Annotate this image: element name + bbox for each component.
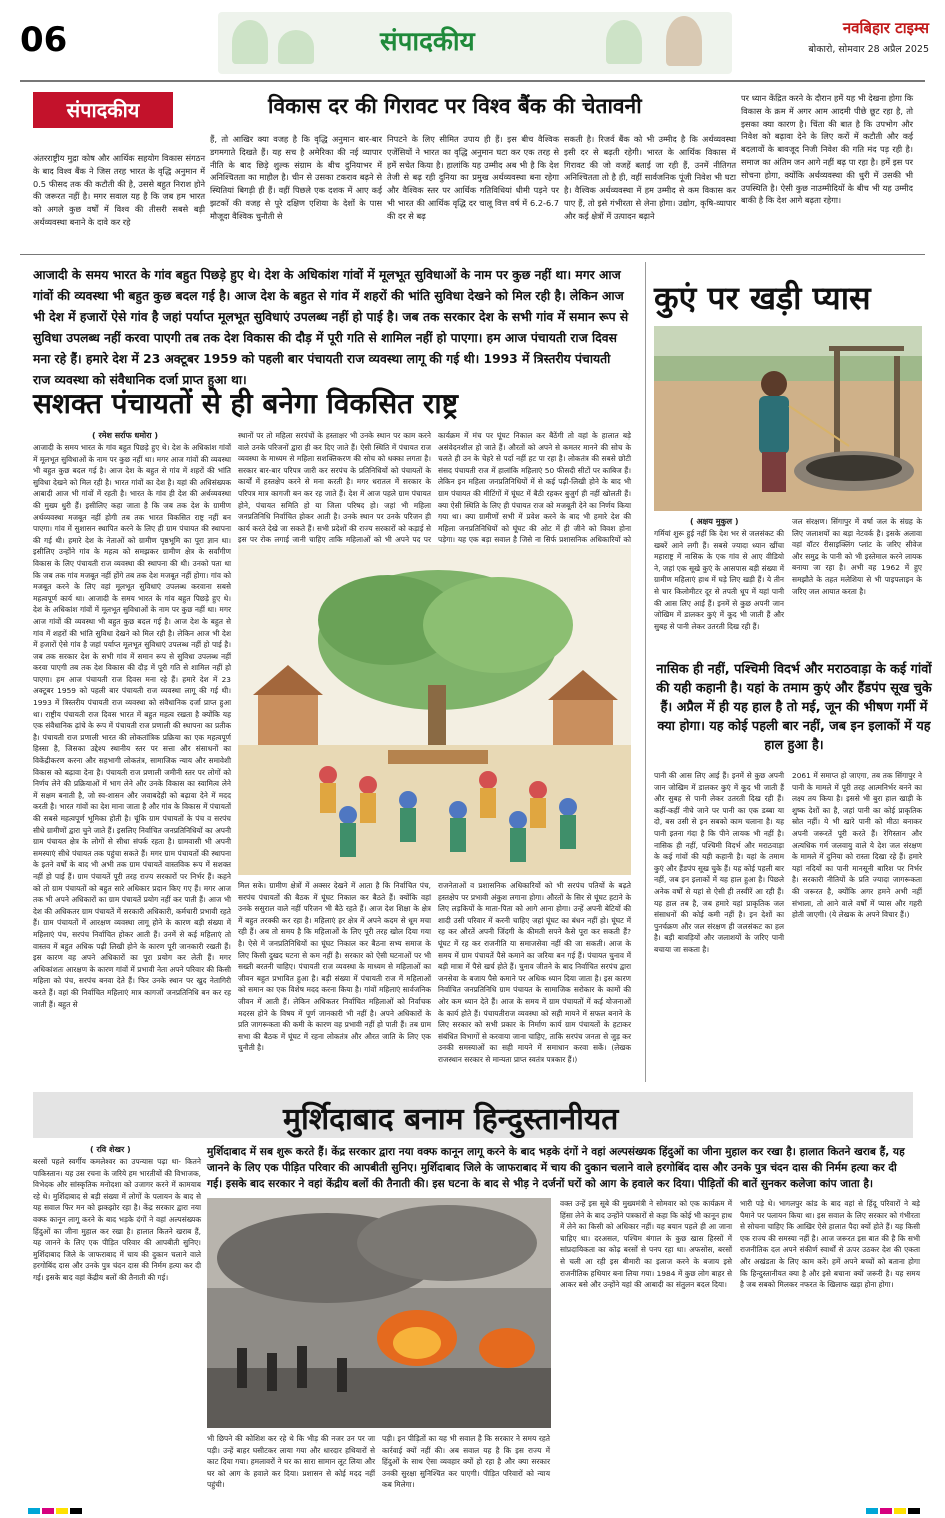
panchayat-column-2a: स्थानों पर तो महिला सरपंचों के हस्ताक्षर भी उनके स्थान पर काम करने वाले उनके परिजनों द्वारा ही कर दिए जाते हैं। ऐसी स्थिति में पंचायत राज व्यवस्था के माध्यम से महिला सशक्तिकरण की सोच को धक्का लगता है। सरकार बार-बार परिपत्र जारी कर सरपंच के प्रतिनिधियों को पंचायतों के कार्यों में हस्तक्षेप करने से मना करती है। मगर धरातल में सरकार के परिपत्र मात्र कागजी बन कर रह जाते हैं। देश में आज पहले ग्राम पंचायत होने, पंचायत समिति हो या जिला परिषद हो। जहां भी महिला जनप्रतिनिधि निर्वाचित होकर आती है। उनके स्थान पर उनके परिजन ही कार्य करते देखे जा सकते हैं। सभी प्रदेशों की राज्य सरकारों को कड़ाई से इस पर रोक लगाई जानी चाहिए ताकि महिलाओं को भी अपने पद पर: [238, 431, 431, 545]
decorative-building-icon: [278, 30, 314, 64]
murshidabad-kicker: मुर्शिदाबाद में सब शुरू करते हैं। केंद्र सरकार द्वारा नया वक्फ कानून लागू करने के बाद भड़के दंगों ने वहां अल्पसंख्यक हिंदुओं का जीना मुहाल कर रखा है। हालात कितने खराब हैं, यह जानने के लिए एक पीड़ित परिवार की आपबीती सुनिए। मुर्शिदाबाद जिले के जाफराबाद में चाय की दुकान चलाने वाले हरगोबिंद दास और उनके पुत्र चंदन दास की निर्मम हत्या कर दी गई। इसके बाद सरकार ने वहां केंद्रीय बलों की तैनाती की। इस घटना के बाद से भीड़ ने दर्जनों घरों को आग के हवाले कर दिया। पीड़ितों की बातें सुनकर कलेजा कांप जाता है।: [207, 1146, 905, 1190]
editorial-tag: संपादकीय: [33, 92, 173, 128]
village-meeting-illustration-icon: [238, 545, 631, 875]
editorial-column-5: पर ध्यान केंद्रित करने के दौरान हमें यह भी देखना होगा कि विकास के क्रम में अगर आम आदमी पीछे छूट रहा है, तो इसका क्या कारण है। चिंता की बात है कि उपभोग और निवेश को बढ़ावा देने के लिए करों में कटौती और कई बदलावों के बावजूद निजी निवेश की गति मंद पड़ रही है। समाज का अंतिम जन आगे नहीं बढ़ पा रहा है। हमें इस पर सोचना होगा, क्योंकि अर्थव्यवस्था की धुरी में उसकी भी उपस्थिति है। ऐसी कुछ नाउम्मीदियों के बीच भी यह उम्मीद बाकी है कि देश आगे बढ़ता रहेगा।: [741, 93, 913, 206]
well-column-2: जल संरक्षण। सिंगापुर में वर्षा जल के संग्रह के लिए जलाशयों का बड़ा नेटवर्क है। इसके अलावा वहां वॉटर रीसाइक्लिंग प्लांट के जरिए सीवेज और समुद्र के पानी को भी इस्तेमाल करने लायक बनाया जा रहा है। अभी वह 1962 में हुए समझौते के तहत मलेशिया से भी पाइपलाइन के जरिए जल आयात करता है।: [792, 517, 922, 596]
well-column-4: 2061 में समाप्त हो जाएगा, तब तक सिंगापुर ने पानी के मामले में पूरी तरह आत्मनिर्भर बनने का लक्ष्य तय किया है। इससे भी बुरा हाल खाड़ी के शुष्क देशों का है, जहां पानी का कोई प्राकृतिक स्रोत नहीं। ये भी खारे पानी को मीठा बनाकर अपनी जरूरतें पूरी करते हैं। रेगिस्तान और अत्यधिक गर्म जलवायु वाले ये देश जल संरक्षण के मामले में दुनिया को रास्ता दिखा रहे हैं। हमारे यहां नदियों का पानी मानसूनी बारिश पर निर्भर है। सरकारी नीतियों के प्रति ज्यादा जागरूकता की जरूरत है, क्योंकि अगर हमने अभी नहीं संभाला, तो आने वाले वर्षों में प्यास और गहरी होती जाएगी। (ये लेखक के अपने विचार हैं।): [792, 771, 922, 920]
well-headline: कुएं पर खड़ी प्यास: [654, 279, 871, 317]
header-banner: [218, 12, 732, 74]
section-title: संपादकीय: [380, 27, 475, 57]
riot-photo: [207, 1198, 551, 1428]
page-header: [0, 0, 945, 72]
murshidabad-column-3: वक्त उन्हें इस सूबे की मुख्यमंत्री ने सोमवार को एक कार्यक्रम में हिंसा लेने के बाद उन्होंने पत्रकारों से कहा कि कोई भी कानून हाथ में लेने का किसी को अधिकार नहीं। यह बयान पहले ही आ जाना चाहिए था। दरअसल, पश्चिम बंगाल के कुछ खास हिस्सों में सांप्रदायिकता का कोढ़ बरसों से पनप रहा था। अफसोस, बरसों से चली आ रही इस बीमारी का इलाज करने के बजाय इसे राजनीतिक हथियार बना लिया गया। 1984 में कुछ लोग बाहर से आकर बसे और उन्होंने यहां की आबादी का संतुलन बदल दिया।: [560, 1199, 732, 1290]
masthead-date: बोकारो, सोमवार 28 अप्रैल 2025: [808, 44, 929, 55]
section-rule: [20, 254, 925, 255]
editorial-column-1: अंतरराष्ट्रीय मुद्रा कोष और आर्थिक सहयोग विकास संगठन के बाद विश्व बैंक ने जिस तरह भारत के वृद्धि अनुमान में 0.5 फीसद तक की कटौती की है, उससे बहुत निराश होने की जरूरत नहीं है। मगर सवाल यह है कि जब हम भारत को अगले कुछ वर्षों में विश्व की तीसरी सबसे बड़ी अर्थव्यवस्था बनाने के दावे कर रहे: [33, 153, 205, 227]
well-byline: ( अक्षय मुकुल ): [690, 517, 739, 526]
panchayat-headline: सशक्त पंचायतों से ही बनेगा विकसित राष्ट्र: [33, 387, 458, 420]
panchayat-column-3a: कार्यक्रम में मंच पर घूंघट निकाल कर बैठेंगी तो वहां के हालात बड़े असंवेदनशील हो जाते हैं। औरतों को अपने से कमतर मानने की सोच के चलते ही उन के चेहरे से पर्दा नहीं हट पा रहा है। लोकतंत्र की सबसे छोटी संसद पंचायती राज में हालांकि महिलाएं 50 फीसदी सीटों पर काबिज हैं। लेकिन इन महिला जनप्रतिनिधियों में से कई पढ़ी-लिखी होने के बाद भी ग्राम पंचायत की मीटिंगों में घूंघट में बैठी रहकर बुजुर्ग ही नहीं खोलती हैं। क्या ऐसी स्थिति के लिए ही पंचायत राज को मजबूती देने का निर्णय किया गया था। क्या ग्रामीणों सभी में प्रवेश करने के बाद भी हमारे देश की महिला जनप्रतिनिधियों को घूंघट की ओट में ही जीने को विवश होना पड़ेगा। यह एक बड़ा सवाल है जिसे ना सिर्फ प्रशासनिक अधिकारियों को: [438, 431, 631, 545]
editorial-headline: विकास दर की गिरावट पर विश्व बैंक की चेतावनी: [268, 94, 642, 118]
panchayat-illustration: [238, 545, 631, 875]
woman-at-well-photo-icon: [654, 326, 922, 511]
editorial-column-2: हैं, तो आखिर क्या वजह है कि वृद्धि अनुमान बार-बार डगमगाते दिखते हैं। यह सच है अमेरिका की नई व्यापार नीति के बाद छिड़े शुल्क संग्राम के बीच दुनियाभर में अनिश्चितता का माहौल है। चीन से उसका टकराव बढ़ने से स्थितियां बिगड़ी ही हैं। वहीं पिछले एक दशक में आए कई झटकों की वजह से पूरे दक्षिण एशिया के देशों के पास मौजूदा वैश्विक चुनौती से: [210, 134, 382, 221]
header-rule: [20, 80, 925, 82]
panchayat-intro: आजादी के समय भारत के गांव बहुत पिछड़े हुए थे। देश के अधिकांश गांवों में मूलभूत सुविधाओं के नाम पर कुछ नहीं था। मगर आज गांवों की व्यवस्था भी बहुत कुछ बदल गई है। आज देश के बहुत से गांव में शहरों की भांति सुविधा देखने को मिल रही है। लेकिन आज भी देश में हजारों ऐसे गांव है जहां पर्याप्त मूलभूत सुविधाएं उपलब्ध नहीं हो पाई है। जब तक सरकार देश के सभी गांव में समान रूप से सुविधा उपलब्ध नहीं करवा पाएगी तब तक देश विकास की दौड़ में पूरी गति से शामिल नहीं हो पाएगा। हम आज पंचायती राज दिवस मना रहे हैं। हमारे देश में 23 अक्टूबर 1959 को पहली बार पंचायती राज व्यवस्था लागू की गई थी। 1993 में त्रिस्तरीय पंचायती राज व्यवस्था को संवैधानिक दर्जा प्राप्त हुआ था।: [33, 268, 629, 387]
well-column-3: पानी की आस लिए आई हैं। इनमें से कुछ अपनी जान जोखिम में डालकर कुएं में कूद भी जाती हैं और सुबह से पानी लेकर उतरती दिख रही हैं। कहीं-कहीं नीचे जाने पर पानी का एक डब्बा या दो, बस उसी से इन सबको काम चलाना है। यह पानी इतना गंदा है कि पीने लायक भी नहीं है। नासिक ही नहीं, पश्चिमी विदर्भ और मराठवाड़ा के कई गांवों की यही कहानी है। यहां के तमाम कुएं और हैंडपंप सूख चुके हैं। यह कोई पहली बार नहीं, जब इन इलाकों में यह हाल हुआ है। पिछले अनेक वर्षों से यहां से ऐसी ही तस्वीरें आ रही हैं। यह हाल तब है, जब हमारे यहां प्राकृतिक जल संसाधनों की कोई कमी नहीं है। इन देशों का पुनर्चक्रण और जल संरक्षण ही जलसंकट का हल है। बड़ी बावड़ियों और जलाशयों के जरिए पानी बचाया जा सकता है।: [654, 771, 784, 954]
column-divider: [645, 262, 646, 1082]
murshidabad-column-1: बरसों पहले स्वर्गीय कमलेश्वर का उपन्यास पढ़ा था- कितने पाकिस्तान। यह उस रचना के जरिये हम भारतीयों की विभाजक, विभेदक और सांस्कृतिक मनोदशा को उजागर करने में कामयाब रहे थे। मुर्शिदाबाद से बड़ी संख्या में लोगों के पलायन के बाद से यह सवाल फिर मन को झकझोर रहा है। केंद्र सरकार द्वारा नया वक्फ कानून लागू करने के बाद भड़के दंगों ने वहां अल्पसंख्यक हिंदुओं का जीना मुहाल कर रखा है। हालात कितने खराब हैं, यह जानने के लिए एक पीड़ित परिवार की आपबीती सुनिए। मुर्शिदाबाद जिले के जाफराबाद में चाय की दुकान चलाने वाले हरगोबिंद दास और उनके पुत्र चंदन दास की निर्मम हत्या कर दी गई। इसके बाद वहां केंद्रीय बलों की तैनाती की गई।: [33, 1157, 201, 1282]
well-pull-quote: नासिक ही नहीं, पश्चिमी विदर्भ और मराठवाड़ा के कई गांवों की यही कहानी है। यहां के तमाम कुएं और हैंडपंप सूख चुके हैं। अप्रैल में ही यह हाल है तो मई, जून की भीषण गर्मी में क्या होगा। यह कोई पहली बार नहीं, जब इन इलाकों में यह हाल हुआ है।: [656, 662, 932, 753]
murshidabad-headline: मुर्शिदाबाद बनाम हिन्दुस्तानीयत: [283, 1102, 619, 1137]
editorial-column-4: सकती है। रिजर्व बैंक को भी उम्मीद है कि अर्थव्यवस्था इसी दर से बढ़ती रहेगी। भारत के आर्थिक विकास में गिरावट की जो वजहें बताई जा रही हैं, उनमें नीतिगत अनिश्चितता तो है ही, वहीं सार्वजनिक पूंजी निवेश भी घटा है। वैश्विक अर्थव्यवस्था में हम उम्मीद से कम विकास कर पाए हैं, तो इसे गंभीरता से लेना होगा। उद्योग, कृषि-व्यापार और कई क्षेत्रों में उत्पादन बढ़ाने: [564, 134, 736, 221]
page-number: 06: [20, 20, 68, 60]
murshidabad-byline: ( रवि शेखर ): [90, 1145, 131, 1154]
panchayat-column-1: आजादी के समय भारत के गांव बहुत पिछड़े हुए थे। देश के अधिकांश गांवों में मूलभूत सुविधाओं के नाम पर कुछ नहीं था। मगर आज गांवों की व्यवस्था भी बहुत कुछ बदल गई है। आज देश के बहुत से गांव में शहरों की भांति सुविधा देखने को मिल रही है। भारत गांवों का देश है। यहां की अधिसंख्यक आबादी आज भी गांवों में रहती है। भारत के गांव ही देश की अर्थव्यवस्था की मुख्य धुरी हैं। इसीलिए कहा जाता है कि जब तक देश के ग्रामीण अर्थव्यवस्था मजबूत नहीं होगी तब तक भारत विकसित राष्ट्र नहीं बन पाएगा। गांव में सुशासन स्थापित करने के लिए ही ग्राम पंचायत की स्थापना की गई थी। हमारे देश के नेताओं को ग्रामीण पृष्ठभूमि का पूरा ज्ञान था। इसीलिए उन्होंने गांव के महत्व को समझकर ग्रामीण क्षेत्र के सर्वांगीण विकास के लिए पंचायती राज व्यवस्था की स्थापना की थी। उनको पता था कि जब तक गांव मजबूत नहीं होंगे तब तक देश मजबूत नहीं होगा। गांव को मजबूत करने के लिए वहां मूलभूत सुविधाएं उपलब्ध करवाना सबसे महत्वपूर्ण कार्य था। आजादी के समय भारत के गांव बहुत पिछड़े हुए थे। देश के अधिकांश गांवों में मूलभूत सुविधाओं के नाम पर कुछ नहीं था। मगर आज गांवों की व्यवस्था भी बहुत कुछ बदल गई है। आज देश के बहुत से गांव में शहरों की भांति सुविधा देखने को मिल रही है। लेकिन आज भी देश में हजारों ऐसे गांव है जहां पर्याप्त मूलभूत सुविधाएं उपलब्ध नहीं हो पाई है। जब तक सरकार देश के सभी गांव में समान रूप से सुविधा उपलब्ध नहीं करवा पाएगी तब तक देश विकास की दौड़ में पूरी गति से शामिल नहीं हो पाएगा। हम आज पंचायती राज दिवस मना रहे हैं। हमारे देश में 23 अक्टूबर 1959 को पहली बार पंचायती राज व्यवस्था लागू की गई थी। 1993 में त्रिस्तरीय पंचायती राज व्यवस्था को संवैधानिक दर्जा प्राप्त हुआ था। राष्ट्रीय पंचायती राज दिवस भारत में बहुत महत्व रखता है क्योंकि यह एक संवैधानिक ढ़ांचे के रूप में पंचायती राज प्रणाली की स्थापना का प्रतीक है। पंचायती राज प्रणाली भारत की लोकतांत्रिक प्रक्रिया का एक महत्वपूर्ण हिस्सा है, जिसका उद्देश्य स्थानीय स्तर पर सत्ता और संसाधनों का विकेंद्रीकरण करना और सहभागी लोकतंत्र, सामाजिक न्याय और समावेशी विकास को बढ़ावा देना है। पंचायती राज प्रणाली जमीनी स्तर पर लोगों को निर्णय लेने की प्रक्रियाओं में भाग लेने और उनके विकास का स्वामित्व लेने में सक्षम बनाती है, जो स्व-शासन और जवाबदेही को बढ़ावा देने में मदद करती है। भारत गांवों का देश माना जाता है और गांव के विकास में पंचायतों की सबसे महत्वपूर्ण भूमिका होती है। चूंकि ग्राम पंचायतों के पंच व सरपंच सीधे ग्रामीणों द्वारा चुने जाते हैं। इसलिए निर्वाचित जनप्रतिनिधियों का अपनी ग्राम पंचायत क्षेत्र के लोगों से सीधा संपर्क रहता है। ग्रामवासी भी अपनी समस्याएं सीधे पंचायत तक पहुंचा सकते हैं। मगर ग्राम पंचायतों की स्थापना के इतने वर्षों के बाद भी अभी तक ग्राम पंचायतें वास्तविक रूप में सशक्त नहीं हो पाई हैं। ग्राम पंचायतें पूरी तरह राज्य सरकारों पर निर्भर हैं। कहने को तो ग्राम पंचायतों को बहुत सारे अधिकार प्रदान किए गए हैं। मगर आज तक भी अपने अधिकारों का ग्राम पंचायतें प्रयोग नहीं कर पाती हैं। आज भी देश की अधिकतर ग्राम पंचायतें में सरकारी अधिकारी, कर्मचारी प्रभावी रहते हैं। ग्राम पंचायतों में आरक्षण व्यवस्था लागू होने के कारण बड़ी संख्या में महिलाएं पंच, सरपंच निर्वाचित होकर आती हैं। उनमें से कई महिलाएं तो वास्तव में बहुत अधिक पढ़ी लिखी होने के कारण पूरी जानकारी रखती हैं। इस कारण वह अपने अधिकारों का पूरा प्रयोग कर लेती हैं। मगर अधिकांशतः आरक्षण के कारण गांवों में प्रभावी नेता अपने परिवार की किसी महिला को पंच, सरपंच बनवा देते हैं। फिर उनके स्थान पर खुद नेतागिरी करते हैं। वहां की निर्वाचित महिलाएं मात्र कागजों जनप्रतिनिधि बन कर रह जाती हैं। बहुत से: [33, 443, 231, 1009]
masthead-name: नवबिहार टाइम्स: [842, 19, 929, 37]
panchayat-column-2b: मिल सके। ग्रामीण क्षेत्रों में अक्सर देखने में आता है कि निर्वाचित पंच, सरपंच पंचायतों की बैठक में घूंघट निकाल कर बैठते हैं। क्योंकि वहां उनके ससुराल वाले नहीं परिजन भी बैठे रहते हैं। आज देश शिक्षा के क्षेत्र में बहुत तरक्की कर रहा है। महिलाएं हर क्षेत्र में अपने कदम से धूम मचा रही हैं। अब तो समय है कि महिलाओं के लिए पूरी तरह खोल दिया गया है। ऐसे में जनप्रतिनिधियों का घूंघट निकाल कर बैठना सभ्य समाज के लिए किसी दुखद घटना से कम नहीं है। सरकार को ऐसी घटनाओं पर भी सख्ती बरतनी चाहिए। पंचायती राज व्यवस्था के माध्यम से महिलाओं का जीवन बहुत प्रभावित हुआ है। बड़ी संख्या में पंचायती राज में महिलाओं को समान का एक विशेष मदद करना किया है। गांवों महिलाएं सार्वजनिक जीवन में आती हैं। लेकिन अधिकतर निर्वाचित महिलाओं को निर्वाचक मदरस होने के विषय में पूर्ण जानकारी भी नहीं है। अपने अधिकारों के प्रति जागरूकता की कमी के कारण वह प्रभावी नहीं हो पाती हैं। तब ग्राम सभा की बैठक में घूंघट में रहना लोकतंत्र और औरत जाति के लिए एक चुनौती है।: [238, 881, 431, 1053]
well-photo: [654, 326, 922, 511]
decorative-portrait-icon: [666, 16, 702, 66]
decorative-figure-icon: [606, 20, 642, 64]
street-fire-photo-icon: [207, 1198, 551, 1428]
decorative-figure-icon: [232, 20, 268, 64]
panchayat-column-3b: राजनेताओं व प्रशासनिक अधिकारियों को भी सरपंच पतियों के बढ़ते हस्तक्षेप पर प्रभावी अंकुश लगाना होगा। औरतों के सिर से घूंघट हटाने के लिए लड़कियों के माता-पिता को आगे आना होगा। उन्हें अपनी बेटियों की शादी उसी परिवार में करनी चाहिए जहां घूंघट का बंधन नहीं हो। घूंघट में रह कर औरतें अपनी जिंदगी के कीमती सपने कैसे पूरा कर सकती हैं? घूंघट में रह कर राजनीति या समाजसेवा नहीं की जा सकती। आज के समय में ग्राम पंचायतें पैसे कमाने का जरिया बन गई हैं। पंचायत चुनाव में बड़ी मात्रा में पैसे खर्च होते हैं। चुनाव जीतने के बाद निर्वाचित सरपंच द्वारा जनसेवा के बजाय पैसे कमाने पर अधिक ध्यान दिया जाता है। इस कारण निर्वाचित जनप्रतिनिधि ग्राम पंचायत के सामाजिक सरोकार के कामों की ओर कम ध्यान देते हैं। आज के समय में ग्राम पंचायतों में कई योजनाओं के कार्य होते हैं। पंचायतीराज व्यवस्था को सही मायने में सफल बनाने के लिए सरकार को सभी प्रकार के निर्माण कार्य ग्राम पंचायतों के हटाकर संबंधित विभागों से करवाया जाना चाहिए, ताकि सरपंच जनता से जुड़ कर उनकी समस्याओं का सही मायने में समाधान करवा सकें। (लेखक राजस्थान सरकार से मान्यता प्राप्त स्वतंत्र पत्रकार हैं।): [438, 881, 631, 1064]
riot-photo-caption: भी छिपने की कोशिश कर रहे थे कि भीड़ की नजर उन पर जा पड़ी। उन्हें बाहर घसीटकर लाया गया और धारदार हथियारों से काट दिया गया। हमलावरों ने घर का सारा सामान लूट लिया और घर को आग के हवाले कर दिया। प्रशासन से कोई मदद नहीं पहुंची।: [207, 1434, 375, 1490]
panchayat-byline: ( रमेश सर्राफ धमोरा ): [92, 431, 158, 440]
murshidabad-column-2: पड़ी। इन पीड़ितों का यह भी सवाल है कि सरकार ने समय रहते कार्रवाई क्यों नहीं की। अब सवाल यह है कि इस राज्य में हिंदुओं के साथ ऐसा व्यवहार क्यों हो रहा है और क्या सरकार उनकी सुरक्षा सुनिश्चित कर पाएगी। पीड़ित परिवारों को न्याय कब मिलेगा।: [382, 1434, 550, 1490]
murshidabad-column-4: भारी पड़े थे। भागलपुर कांड के बाद वहां से हिंदू परिवारों ने बड़े पैमाने पर पलायन किया था। इस सवाल के लिए सरकार को गंभीरता से सोचना चाहिए कि आखिर ऐसे हालात पैदा क्यों होते हैं। यह किसी एक राज्य की समस्या नहीं है। आज जरूरत इस बात की है कि सभी राजनीतिक दल अपने संकीर्ण स्वार्थों से ऊपर उठकर देश की एकता और अखंडता के लिए काम करें। हमें अपने बच्चों को बताना होगा कि हिन्दुस्तानीयत क्या है और इसे बचाना क्यों जरूरी है। यह समय है जब सबको मिलकर नफरत के खिलाफ खड़ा होना होगा।: [740, 1199, 920, 1290]
editorial-column-3: निपटने के लिए सीमित उपाय ही हैं। इस बीच वैश्विक एजेंसियों ने भारत का वृद्धि अनुमान घटा कर एक तरह से हमें सचेत किया है। हालांकि यह उम्मीद अब भी है कि देश तेजी से बढ़ रही दुनिया का प्रमुख अर्थव्यवस्था बना रहेगा और वैश्विक स्तर पर आर्थिक गतिविधियां धीमी पड़ने पर भी भारत की आर्थिक वृद्धि दर चालू वित्त वर्ष में 6.2-6.7 की दर से बढ़: [387, 134, 559, 221]
well-column-1: गर्मियां शुरू हुई नहीं कि देश भर से जलसंकट की खबरें आने लगी हैं। सबसे ज्यादा ध्यान खींचा महाराष्ट्र में नासिक के एक गांव से आए वीडियो ने, जहां एक सूखे कुएं के आसपास बड़ी संख्या में ग्रामीण महिलाएं हाथ में घड़े लिए खड़ी हैं। ये तीन से चार किलोमीटर दूर से तपती धूप में यहां पानी की आस लिए आई हैं। इनमें से कुछ अपनी जान जोखिम में डालकर कुएं में कूद भी जाती हैं और सुबह से पानी लेकर उतरती दिख रही हैं।: [654, 529, 784, 631]
